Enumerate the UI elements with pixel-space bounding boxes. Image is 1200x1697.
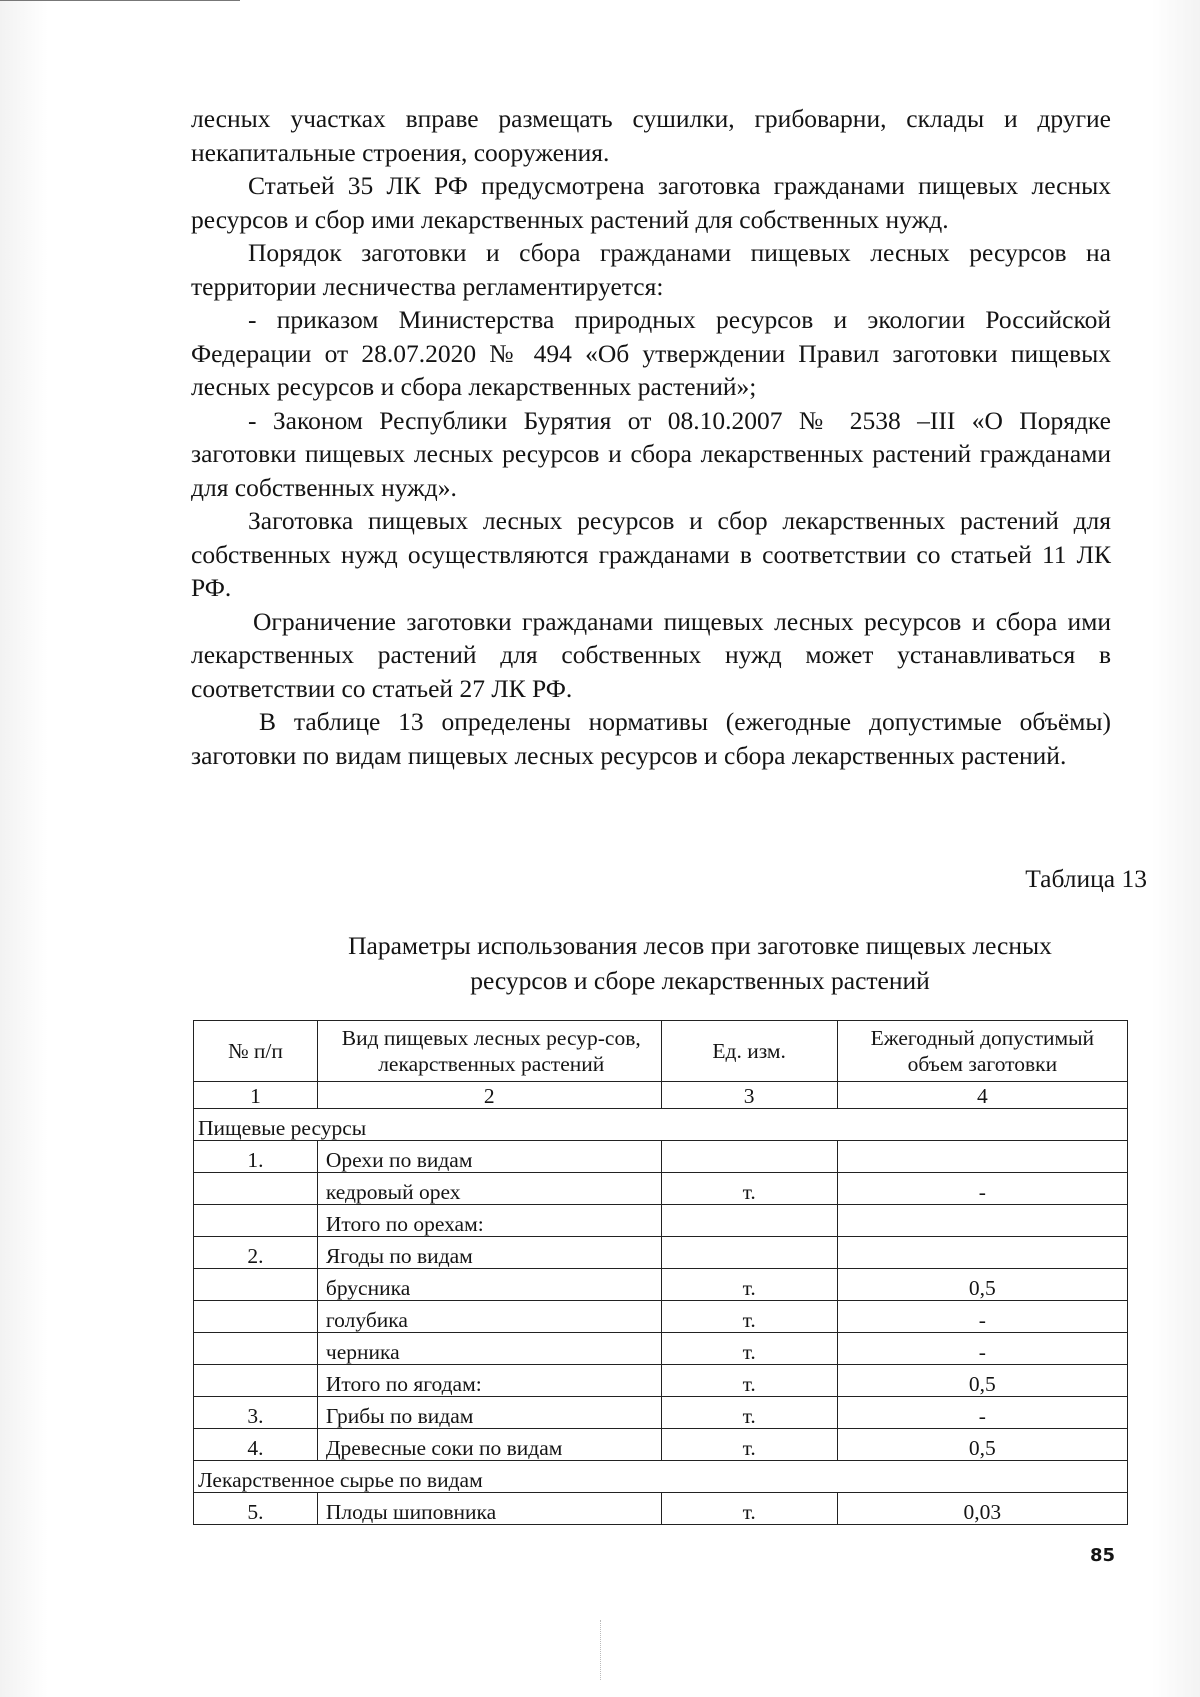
paragraph-7: Ограничение заготовки гражданами пищевых лесных ресурсов и сбора ими лекарственных растений для собственных нужд может устанавливаться в соответствии со статьей 27 ЛК РФ. <box>191 606 1111 703</box>
row-unit: т. <box>661 1333 837 1365</box>
row-number <box>194 1365 318 1397</box>
row-name: Древесные соки по видам <box>317 1429 661 1461</box>
table-row <box>194 1333 1128 1365</box>
parameters-table <box>193 1020 1128 1525</box>
table-row <box>194 1205 1128 1237</box>
row-name: Итого по ягодам: <box>317 1365 661 1397</box>
row-name: брусника <box>317 1269 661 1301</box>
paragraph-3: Порядок заготовки и сбора гражданами пищевых лесных ресурсов на территории лесничества регламентируется: <box>191 238 1111 301</box>
row-unit <box>661 1205 837 1237</box>
paragraph-6: Заготовка пищевых лесных ресурсов и сбор лекарственных растений для собственных нужд осуществляются гражданами в соответствии со статьей 11 ЛК РФ. <box>191 506 1111 602</box>
row-unit: т. <box>661 1365 837 1397</box>
table-header-row <box>194 1021 1128 1082</box>
body-text <box>191 102 1111 772</box>
table-label: Таблица 13 <box>1025 864 1147 893</box>
row-name: черника <box>317 1333 661 1365</box>
table-row <box>194 1269 1128 1301</box>
row-value <box>837 1141 1127 1173</box>
paragraph-1: лесных участках вправе размещать сушилки, грибоварни, склады и другие некапитальные строения, сооружения. <box>191 104 1111 167</box>
header-unit: Ед. изм. <box>661 1021 837 1082</box>
row-number: 5. <box>194 1493 318 1525</box>
paragraph-2: Статьей 35 ЛК РФ предусмотрена заготовка гражданами пищевых лесных ресурсов и сбор ими лекарственных растений для собственных нужд. <box>191 171 1111 234</box>
column-number: 1 <box>194 1082 318 1109</box>
paragraph-4: - приказом Министерства природных ресурсов и экологии Российской Федерации от 28.07.2020 № 494 «Об утверждении Правил заготовки пищевых лесных ресурсов и сбора лекарственных растений»; <box>191 305 1111 401</box>
table-row <box>194 1141 1128 1173</box>
row-unit: т. <box>661 1429 837 1461</box>
section-food-label: Пищевые ресурсы <box>194 1109 1128 1141</box>
row-unit: т. <box>661 1493 837 1525</box>
row-unit: т. <box>661 1173 837 1205</box>
row-value: - <box>837 1333 1127 1365</box>
table-row <box>194 1397 1128 1429</box>
row-unit: т. <box>661 1301 837 1333</box>
table-row <box>194 1429 1128 1461</box>
row-number: 1. <box>194 1141 318 1173</box>
row-number <box>194 1173 318 1205</box>
row-unit: т. <box>661 1269 837 1301</box>
row-name: Итого по орехам: <box>317 1205 661 1237</box>
row-value: 0,03 <box>837 1493 1127 1525</box>
page-number: 85 <box>1090 1545 1116 1566</box>
section-row-food <box>194 1109 1128 1141</box>
row-number <box>194 1205 318 1237</box>
table-title-line-1: Параметры использования лесов при заготовке пищевых лесных <box>348 931 1052 960</box>
row-value: 0,5 <box>837 1365 1127 1397</box>
row-value <box>837 1205 1127 1237</box>
table-row <box>194 1493 1128 1525</box>
header-annual-volume: Ежегодный допустимый объем заготовки <box>837 1021 1127 1082</box>
section-row-medicinal <box>194 1461 1128 1493</box>
header-resource-type: Вид пищевых лесных ресур-сов, лекарственных растений <box>317 1021 661 1082</box>
table-row <box>194 1365 1128 1397</box>
row-value: - <box>837 1301 1127 1333</box>
row-name: Ягоды по видам <box>317 1237 661 1269</box>
row-name: Плоды шиповника <box>317 1493 661 1525</box>
row-value: - <box>837 1397 1127 1429</box>
row-value <box>837 1237 1127 1269</box>
row-number <box>194 1333 318 1365</box>
scan-dotted-line <box>600 1620 602 1680</box>
row-number: 4. <box>194 1429 318 1461</box>
table-row <box>194 1173 1128 1205</box>
column-number: 2 <box>317 1082 661 1109</box>
table-row <box>194 1237 1128 1269</box>
row-unit <box>661 1237 837 1269</box>
scan-edge-mark <box>0 0 240 3</box>
row-value: 0,5 <box>837 1269 1127 1301</box>
row-number: 2. <box>194 1237 318 1269</box>
column-number: 3 <box>661 1082 837 1109</box>
table-title <box>290 928 1110 998</box>
column-number: 4 <box>837 1082 1127 1109</box>
row-name: Грибы по видам <box>317 1397 661 1429</box>
paragraph-5: - Законом Республики Бурятия от 08.10.2007 № 2538 –III «О Порядке заготовки пищевых лесных ресурсов и сбора лекарственных растений гражданами для собственных нужд». <box>191 405 1111 502</box>
header-number: № п/п <box>194 1021 318 1082</box>
table-title-line-2: ресурсов и сборе лекарственных растений <box>470 966 930 995</box>
row-name: кедровый орех <box>317 1173 661 1205</box>
row-name: Орехи по видам <box>317 1141 661 1173</box>
row-unit: т. <box>661 1397 837 1429</box>
paragraph-8: В таблице 13 определены нормативы (ежегодные допустимые объёмы) заготовки по видам пищевых лесных ресурсов и сбора лекарственных растений. <box>191 707 1111 770</box>
table-row <box>194 1301 1128 1333</box>
row-value: - <box>837 1173 1127 1205</box>
column-number-row <box>194 1082 1128 1109</box>
row-name: голубика <box>317 1301 661 1333</box>
row-number <box>194 1269 318 1301</box>
row-number: 3. <box>194 1397 318 1429</box>
row-number <box>194 1301 318 1333</box>
section-medicinal-label: Лекарственное сырье по видам <box>194 1461 1128 1493</box>
row-unit <box>661 1141 837 1173</box>
row-value: 0,5 <box>837 1429 1127 1461</box>
